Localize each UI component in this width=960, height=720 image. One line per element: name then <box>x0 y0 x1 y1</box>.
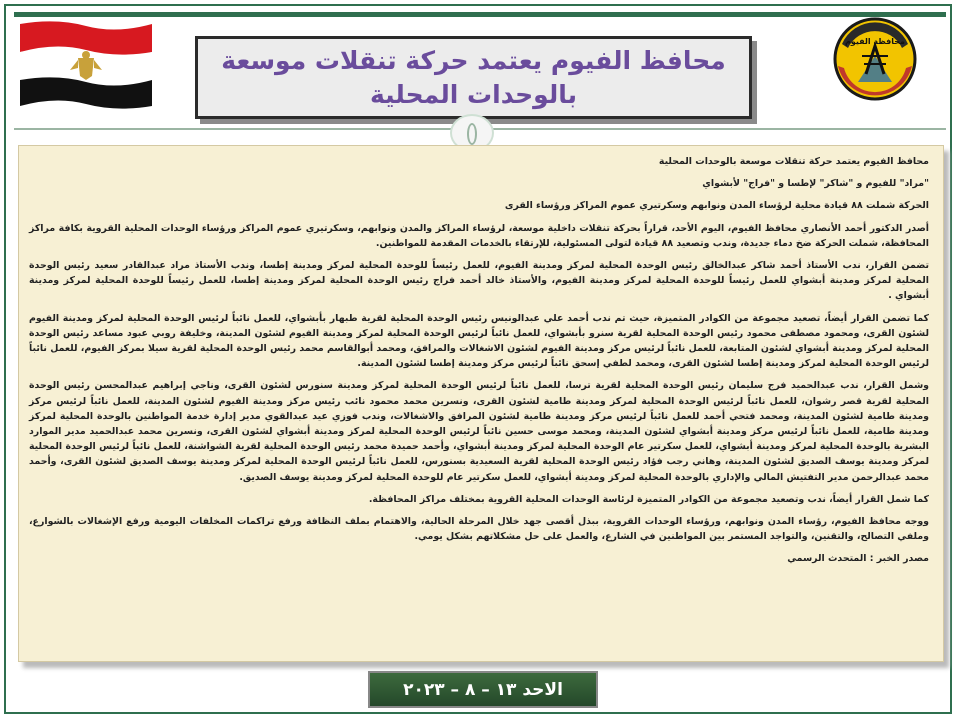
date-text: الاحد ١٣ – ٨ – ٢٠٢٣ <box>403 679 563 700</box>
title-box <box>195 36 752 119</box>
top-divider <box>14 12 946 17</box>
article-body <box>18 145 944 662</box>
article-subheadline: "مراد" للفيوم و "شاكر" لإطسا و "فراج" لأبشواي <box>702 178 929 190</box>
article-paragraph: أصدر الدكتور أحمد الأنصاري محافظ الفيوم، اليوم الأحد، قراراً بحركة تنقلات داخلية موسعة، لرؤساء المراكز والمدن ونوابهم، وسكرتيري عموم المراكز ورؤساء الوحدات المحلية القروية بكافة مراكز المحافظة، شملت الحركة ضخ دماء جديدة، وندب وتصعيد ٨٨ قيادة لتولى المسئولية، للإرتقاء بالخدمات المقدمة للمواطنين. <box>29 222 929 249</box>
fayoum-governorate-logo <box>832 16 918 102</box>
article-paragraph: تضمن القرار، ندب الأستاذ أحمد شاكر عبدالخالق رئيس الوحدة المحلية لمركز ومدينة الفيوم، للعمل رئيساً للوحدة المحلية لمركز ومدينة إطسا، وندب الأستاذ مراد عبدالقادر سعيد رئيس الوحدة المحلية لمركز ومدينة أبشواي للعمل رئيساً للوحدة المحلية لمركز ومدينة الفيوم، والأستاذ خالد أحمد فراج رئيس الوحدة المحلية لمركز ومدينة إطسا، للعمل رئيساً للوحدة المحلية لمركز ومدينة أبشواي . <box>29 260 929 302</box>
article-headline: محافظ الفيوم يعتمد حركة تنقلات موسعة بالوحدات المحلية <box>658 156 929 167</box>
page-title: محافظ الفيوم يعتمد حركة تنقلات موسعة بالوحدات المحلية <box>221 45 726 109</box>
article-source: مصدر الخبر : المتحدث الرسمي <box>787 553 929 565</box>
logo-text: محافظة الفيوم <box>844 37 906 46</box>
article-paragraph: كما تضمن القرار أيضاً، تصعيد مجموعة من الكوادر المتميزة، حيث تم ندب أحمد علي عبدالونيس رئيس الوحدة المحلية لقرية طبهار بأبشواي، للعمل نائباً لرئيس الوحدة المحلية لمركز ومدينة الفيوم لشئون القرى، ومحمود مصطفى محمود رئيس الوحدة المحلية لقرية سنرو بأبشواي، للعمل نائباً لرئيس الوحدة المحلية لمركز ومدينة الفيوم لشئون المدينة، وخليفة روبي عبود مساعد رئيس الوحدة المحلية لمركز ومدينة أبشواي لشئون المتابعة، للعمل نائباً لرئيس مركز ومدينة الفيوم لشئون الاشغالات والمرافق، ومحمد أبوالقاسم محمد رئيس الوحدة المحلية لقرية سيلا بمركز الفيوم، للعمل نائباً لرئيس الوحدة المحلية لمركز ومدينة إطسا لشئون القرى، ومحمد لطفي إسحق نائباً لرئيس مركز ومدينة إطسا لشئون المدينة. <box>29 312 929 370</box>
article-paragraph: كما شمل القرار أيضاً، ندب وتصعيد مجموعة من الكوادر المتميزة لرئاسة الوحدات المحلية القروية بمختلف مراكز المحافظة. <box>368 493 929 505</box>
egypt-flag-icon <box>16 18 156 110</box>
article-paragraph: ووجه محافظ الفيوم، رؤساء المدن ونوابهم، ورؤساء الوحدات القروية، ببذل أقصى جهد خلال المرحلة الحالية، والاهتمام بملف النظافة ورفع تراكمات المخلفات اليومية ورفع الإشغالات بالشوارع، وملفي التصالح، والتقنين، والتواجد المستمر بين المواطنين في الشارع، والعمل على حل مشكلاتهم بشكل يومي. <box>29 516 929 543</box>
article-paragraph: وشمل القرار، ندب عبدالحميد فرج سليمان رئيس الوحدة المحلية لقرية ترسا، للعمل نائباً لرئيس الوحدة المحلية لمركز ومدينة سنورس لشئون القرى، وناجي إبراهيم عبدالمحسن رئيس الوحدة المحلية لقرية قصر رشوان، للعمل نائباً لرئيس الوحدة المحلية لمركز ومدينة طامية لشئون القرى، ونسرين محمد محمود نائب رئيس مركز ومدينة الفيوم لشئون المدينة، للعمل نائباً لرئيس مركز ومدينة طامية لشئون المدينة، ومحمد فتحي أحمد للعمل نائباً لرئيس مركز ومدينة طامية لشئون المرافق والاشغالات، وندب فوزي عيد عبدالقوي مدير إدارة خدمة المواطنين بالوحدة المحلية لمركز ومدينة طامية، للعمل نائباً لرئيس مركز ومدينة أبشواي لشئون المدينة، ومحمد موسى حسين نائباً لرئيس الوحدة المحلية لمركز ومدينة أبشواي لشئون القرى، ونسرين محمد عبدالحميد مدير الموارد البشرية بالوحدة المحلية لمركز ومدينة أبشواي، للعمل سكرتير عام الوحدة المحلية لمركز ومدينة أبشواي، وأحمد حميدة محمد رئيس الوحدة المحلية لقرية الشواشنة، للعمل نائباً لرئيس الوحدة المحلية لمركز ومدينة يوسف الصديق لشئون المدينة، وهاني رجب فؤاد رئيس الوحدة المحلية لقرية السعيدية بسنورس، للعمل نائباً لرئيس الوحدة المحلية لمركز ومدينة يوسف الصديق لشئون القرى، وأحمد محمد عبدالرحمن مدير التفتيش المالي والإداري بالوحدة المحلية لمركز ومدينة أبشواي، للعمل سكرتير عام للوحدة المحلية لمركز ومدينة يوسف الصديق. <box>29 380 929 483</box>
article-summary: الحركة شملت ٨٨ قيادة محلية لرؤساء المدن ونوابهم وسكرتيري عموم المراكز ورؤساء القرى <box>504 200 929 212</box>
date-badge <box>368 671 598 708</box>
